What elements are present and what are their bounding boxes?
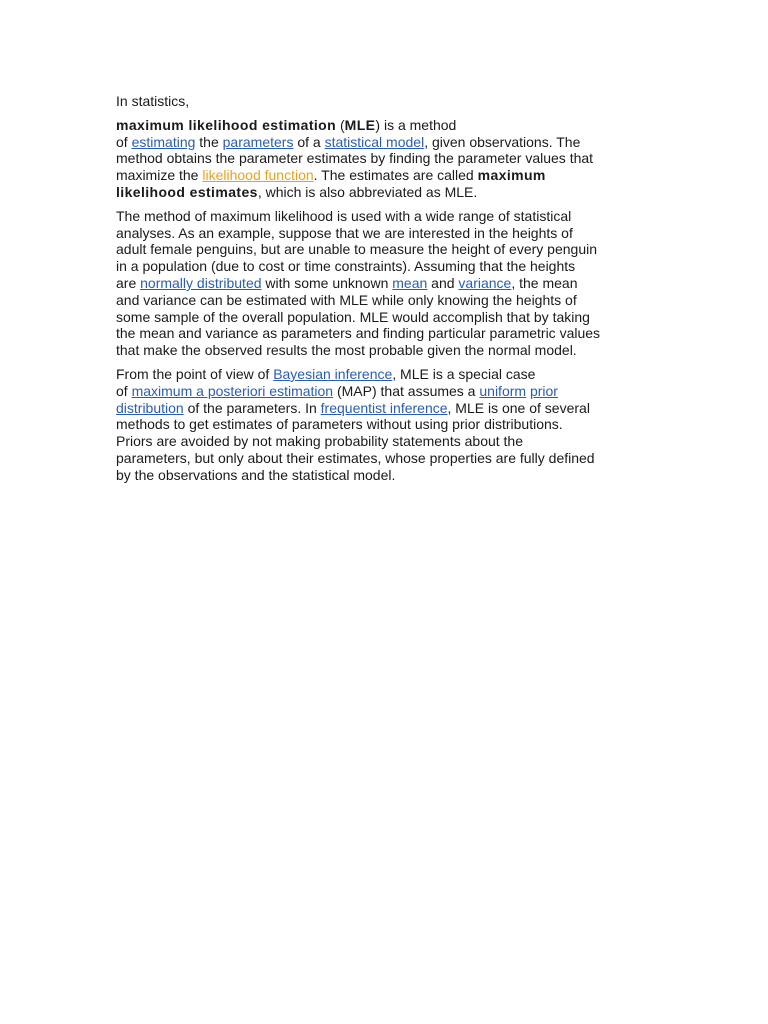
paragraph-example (116, 208, 656, 359)
text: , which is also abbreviated as MLE. (257, 183, 478, 200)
intro-line: In statistics, (116, 93, 190, 109)
text: are (116, 274, 141, 291)
line: adult female penguins, but are unable to measure the height of every penguin (116, 241, 597, 258)
term-mle-estimates-bold: likelihood estimates (116, 183, 258, 200)
line: The method of maximum likelihood is used with a wide range of statistical (116, 207, 572, 224)
text: and (427, 274, 459, 291)
link-frequentist-inference[interactable]: frequentist inference (320, 399, 448, 416)
line: the mean and variance as parameters and finding particular parametric values (116, 325, 601, 342)
text: , given observations. The (424, 133, 581, 150)
line: some sample of the overall population. MLE would accomplish that by taking (116, 308, 590, 325)
line: methods to get estimates of parameters without using prior distributions. (116, 416, 563, 433)
paragraph-bayesian (116, 366, 656, 484)
abbr-mle-bold: MLE (344, 116, 376, 133)
line: Priors are avoided by not making probability statements about the (116, 433, 524, 450)
line: that make the observed results the most probable given the normal model. (116, 342, 577, 359)
text: maximize the (116, 167, 203, 184)
document-body (116, 93, 656, 491)
line (116, 383, 656, 400)
text: From the point of view of (116, 365, 274, 382)
paragraph-definition (116, 117, 656, 201)
link-estimating[interactable]: estimating (131, 133, 196, 150)
line (116, 366, 656, 383)
text: of a (293, 133, 325, 150)
link-mean[interactable]: mean (392, 274, 428, 291)
link-statistical-model[interactable]: statistical model (324, 133, 425, 150)
line: analyses. As an example, suppose that we are interested in the heights of (116, 224, 573, 241)
text: with some unknown (261, 274, 393, 291)
text: the (195, 133, 223, 150)
link-likelihood-function[interactable]: likelihood function (202, 167, 314, 184)
text: of (116, 133, 132, 150)
term-mle-estimates-bold: maximum (477, 167, 546, 184)
line: and variance can be estimated with MLE while only knowing the heights of (116, 291, 577, 308)
text: . The estimates are called (313, 167, 478, 184)
line: parameters, but only about their estimates, whose properties are fully defined (116, 449, 595, 466)
line (116, 275, 656, 292)
link-parameters[interactable]: parameters (222, 133, 294, 150)
text: , MLE is one of several (447, 399, 590, 416)
text: , MLE is a special case (392, 365, 536, 382)
text: of the parameters. In (183, 399, 321, 416)
term-mle-bold: maximum likelihood estimation (116, 116, 337, 133)
link-normally-distributed[interactable]: normally distributed (140, 274, 262, 291)
line (116, 117, 656, 134)
line (116, 134, 656, 151)
text: , the mean (511, 274, 578, 291)
line (116, 167, 656, 184)
line: in a population (due to cost or time constraints). Assuming that the heights (116, 258, 576, 275)
link-maximum-a-posteriori-estimation[interactable]: maximum a posteriori estimation (131, 382, 334, 399)
link-bayesian-inference[interactable]: Bayesian inference (273, 365, 393, 382)
text: ) is a method (375, 116, 457, 133)
text: ( (336, 116, 345, 133)
text: (MAP) that assumes a (333, 382, 480, 399)
link-variance[interactable]: variance (458, 274, 512, 291)
link-prior-distribution[interactable]: distribution (116, 399, 184, 416)
line: by the observations and the statistical model. (116, 466, 396, 483)
line (116, 184, 656, 201)
link-uniform[interactable]: uniform (479, 382, 527, 399)
link-prior-distribution[interactable]: prior (529, 382, 558, 399)
line: method obtains the parameter estimates by finding the parameter values that (116, 150, 594, 167)
text: of (116, 382, 132, 399)
line (116, 400, 656, 417)
